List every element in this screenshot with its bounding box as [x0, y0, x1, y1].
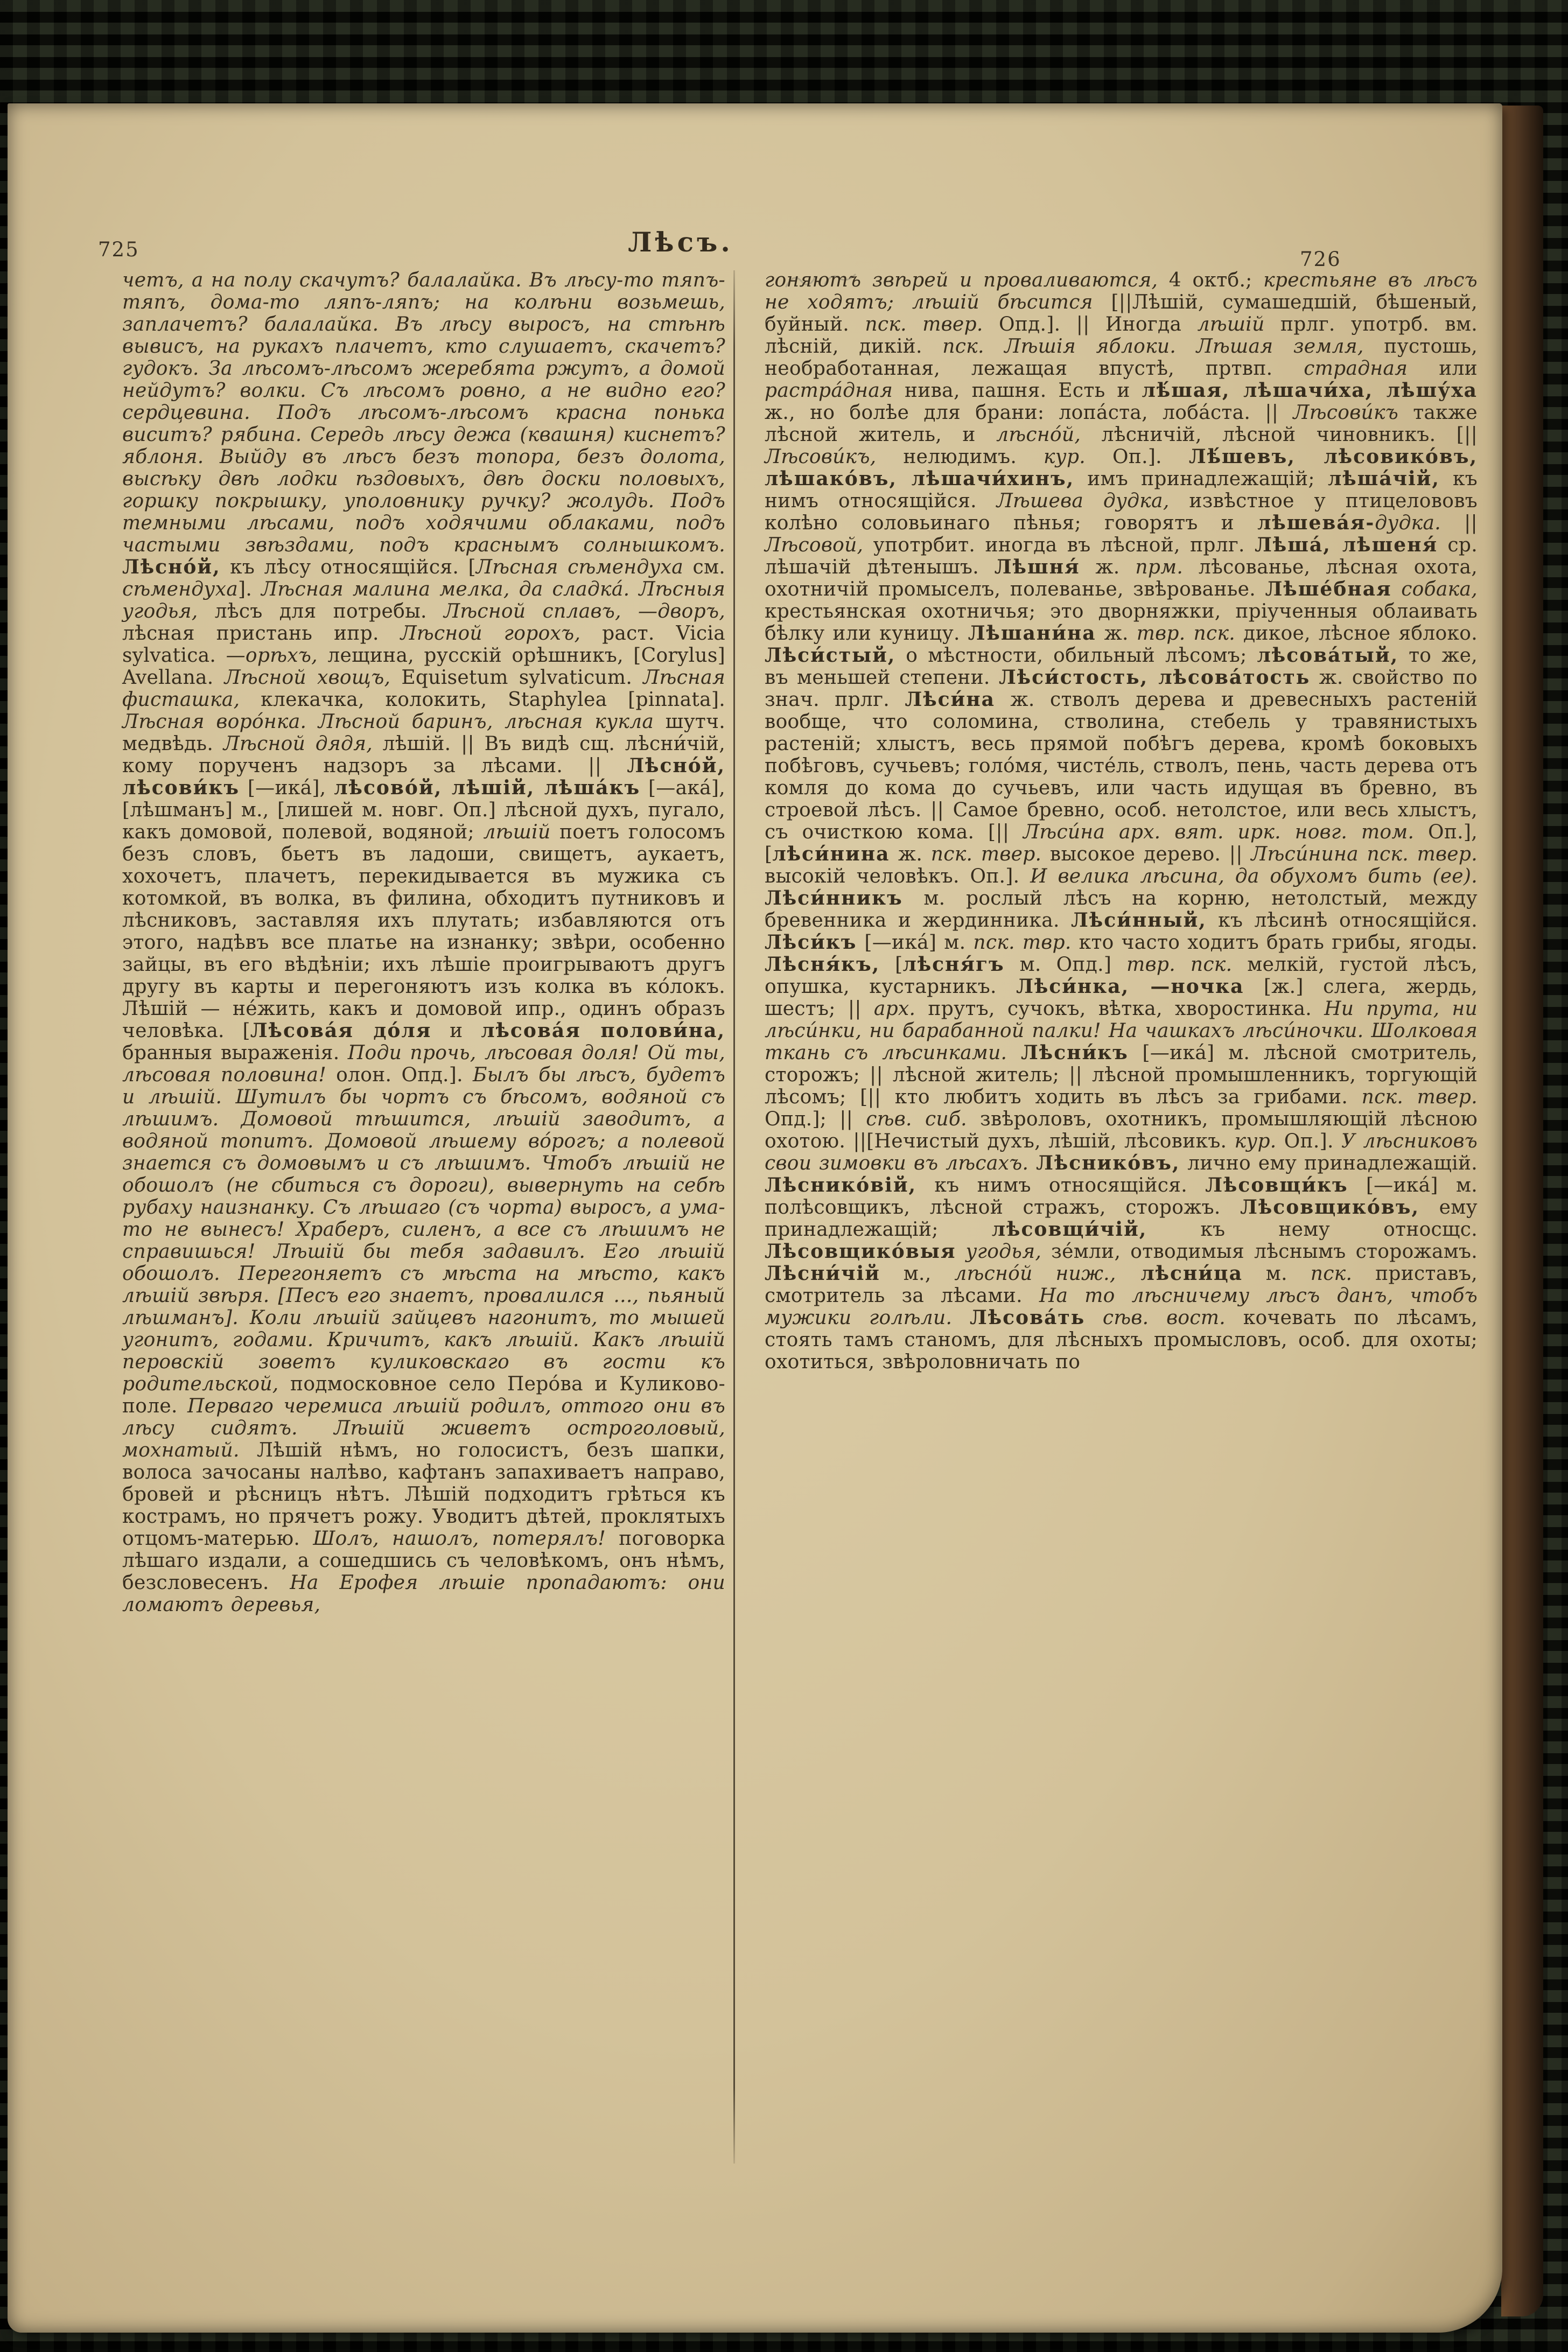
text-segment: пск. твр. [973, 932, 1072, 954]
text-segment: Лѣсня́къ, [765, 953, 880, 976]
text-segment: —орѣхъ, [226, 645, 318, 667]
text-segment: ж. стволъ дерева и древесныхъ растеній вообще, что соломина, стволина, стебель у травянистыхъ растеній; хлыстъ, весь прямой побѣгъ дерева, кромѣ боковыхъ побѣговъ, сучьевъ; голо́мя, чисте́ль, стволъ, пень, часть дерева отъ комля до кома до сучьевъ, или часть идущая въ бревно, въ строевой лѣсъ. || Самое бревно, особ. нетолстое, или весь хлыстъ, съ очисткою кома. [|| [765, 689, 1478, 843]
text-segment: [—ика́] м. полѣсовщикъ, лѣсной стражъ, сторожъ. [765, 1174, 1478, 1219]
text-segment: Лѣси́на арх. вят. ирк. новг. том. [1023, 821, 1415, 843]
text-segment: твр. пск. [1126, 954, 1233, 976]
text-segment: лѣ́шая, лѣшачи́ха, лѣшу́ха [1142, 379, 1478, 402]
text-segment: то же, въ меньшей степени. [765, 645, 1478, 689]
text-segment: кур. [1043, 446, 1086, 468]
text-segment: Лѣшня́ [994, 556, 1080, 578]
text-segment: У лѣсниковъ свои зимовки въ лѣсахъ. [765, 1130, 1478, 1174]
text-column-right [765, 269, 1478, 1373]
text-segment: лещина, русскій орѣшникъ, [Corylus] Avellana. [122, 645, 726, 689]
text-segment: Лѣсной горохъ, [400, 622, 581, 645]
text-segment: растра́дная [765, 380, 893, 402]
column-divider [733, 270, 735, 2164]
text-segment: лѣсованье, лѣсная охота, охотничій промыселъ, полеванье, звѣрованье. [765, 556, 1478, 600]
text-segment: Лѣсни́чій [765, 1262, 880, 1285]
text-segment: 4 октб.; [1158, 269, 1264, 291]
text-segment: Лѣсная малина мелка, да сладка́. Лѣсныя угодья, [122, 578, 725, 622]
text-segment: Лѣсовщи́къ [1205, 1174, 1348, 1196]
text-segment: и [431, 1020, 481, 1042]
text-segment: лѣшій [483, 821, 551, 843]
text-segment: пск. [1310, 1263, 1353, 1285]
text-segment: Лѣсни́къ [1021, 1041, 1129, 1064]
text-segment: На Ерофея лѣшіе пропадаютъ: они ломаютъ деревья, [122, 1572, 725, 1616]
text-segment: Былъ бы лѣсъ, будетъ и лѣшій. Шутилъ бы чортъ съ бѣсомъ, водяной съ лѣшимъ. Домовой тѣшится, лѣшій заводитъ, а водяной топитъ. Домовой лѣшему во́рогъ; а полевой знается съ домовымъ и съ лѣшимъ. Чтобъ лѣшій не обошолъ (не сбиться съ дороги), вывернуть на себѣ рубаху наизнанку. Съ лѣшаго (съ чорта) выросъ, а ума-то не вынесъ! Храберъ, силенъ, а все съ лѣшимъ не справишься! Лѣшій бы тебя задавилъ. Его лѣшій обошолъ. Перегоняетъ съ мѣста на мѣсто, какъ лѣшій звѣря. [Песъ его знаетъ, провалился ..., пьяный лѣшманъ]. Коли лѣшій зайцевъ нагонитъ, то мышей угонитъ, годами. Кричитъ, какъ лѣшій. Какъ лѣшій перовскій зоветъ куликовскаго въ гости къ родительской, [122, 1064, 725, 1395]
text-segment: [ [880, 954, 903, 976]
text-segment: Лѣ́шевъ, лѣсовико́въ, лѣшако́въ, лѣшачи́хинъ, [765, 445, 1478, 490]
text-segment: поетъ голосомъ безъ словъ, бьетъ въ ладоши, свищетъ, аукаетъ, хохочетъ, плачетъ, перекидывается въ мужика съ котомкой, въ волка, въ филина, обходитъ путниковъ и лѣсниковъ, заставляя ихъ плутать; избавляются отъ этого, надѣвъ все платье на изнанку; звѣри, особенно зайцы, въ его вѣдѣніи; ихъ лѣшіе проигрываютъ другъ другу въ карты и перегоняютъ изъ колка въ ко́локъ. Лѣшій — не́жить, какъ и домовой ипр., одинъ образъ человѣка. [ [122, 821, 726, 1042]
text-segment: м. рослый лѣсъ на корню, нетолстый, между бревенника и жердинника. [765, 887, 1478, 932]
text-segment: Лѣси́нина пск. твер. [1251, 843, 1478, 865]
text-segment: Лѣсова́ть [969, 1306, 1086, 1329]
text-segment: нелюдимъ. [876, 446, 1044, 468]
text-segment: къ лѣсинѣ относящійся. [1206, 909, 1478, 932]
text-segment: къ лѣсу относящійся. [ [220, 556, 476, 578]
text-segment: На то лѣсничему лѣсъ данъ, чтобъ мужики голѣли. [765, 1285, 1478, 1329]
text-segment: собака, [1391, 578, 1478, 600]
text-segment: Лѣсови́къ, [765, 446, 877, 468]
text-segment: имъ принадлежащій; [1074, 468, 1328, 490]
text-segment: [ж.] слега, жердь, шестъ; || [765, 976, 1478, 1020]
text-segment: Оп.]. [1086, 446, 1189, 468]
book-page-block-edge [1501, 106, 1543, 2316]
text-segment: клекачка, колокить, Staphylea [pinnata]. [240, 689, 725, 711]
text-segment: лѣсовщи́чій, [991, 1218, 1147, 1241]
text-segment: Лѣсовщико́выя [765, 1240, 956, 1263]
text-segment: ср. лѣшачій дѣтенышъ. [765, 534, 1478, 578]
page-number-left: 725 [98, 238, 139, 261]
text-segment: м., [880, 1263, 955, 1285]
text-segment: лѣсни́ца [1116, 1262, 1243, 1285]
text-segment: сѣмендуха [122, 578, 238, 600]
text-segment: Лѣсная сѣмендуха [475, 556, 684, 578]
text-segment: къ нему относщс. [1147, 1219, 1478, 1241]
text-segment: лѣсничій, лѣсной чиновникъ. [|| [1081, 424, 1478, 446]
text-segment: Лѣсови́къ [1293, 402, 1399, 424]
text-segment: Лѣсной сплавъ, —дворъ, [443, 600, 725, 622]
text-segment: высокій человѣкъ. Оп.]. [765, 865, 1031, 887]
text-segment: ]. [237, 578, 262, 600]
text-segment: употрбит. иногда въ лѣсной, прлг. [863, 534, 1255, 556]
text-segment: Лѣси́нка, —ночка [1016, 975, 1244, 998]
text-segment: лѣшева́я- [1257, 512, 1375, 534]
text-segment: лично ему принадлежащій. [1180, 1152, 1478, 1174]
text-segment: пустошь, необработанная, лежащая впустѣ, пртвп. [765, 335, 1478, 380]
text-segment: крестьянская охотничья; это дворняжки, пріученныя облаивать бѣлку или куницу. [765, 600, 1478, 645]
text-segment: бранныя выраженія. [122, 1042, 348, 1064]
text-segment: Лѣси́нный, [1071, 909, 1207, 932]
text-segment: Лѣснико́въ, [1036, 1152, 1180, 1174]
text-segment: Лѣсно́й, лѣсови́къ [122, 754, 725, 799]
text-segment: угодья, [956, 1241, 1042, 1263]
text-segment: Лѣси́къ [765, 931, 857, 954]
text-segment [952, 1307, 970, 1329]
text-segment: [—ика́] м. лѣсной смотритель, сторожъ; || лѣсной житель; || лѣсной промышленникъ, торгующій лѣсомъ; [|| кто любитъ ходить въ лѣсъ за грибами. [765, 1042, 1478, 1108]
text-segment: нива, пашня. Есть и [893, 380, 1142, 402]
text-segment: пск. твер. [930, 843, 1042, 865]
text-segment: лѣсова́тый, [1257, 644, 1399, 667]
text-segment: извѣстное у птицелововъ колѣно соловьинаго пѣнья; говорятъ и [765, 490, 1478, 534]
text-segment: [—ика́] м. [857, 932, 974, 954]
text-segment: И велика лѣсина, да обухомъ бить (ее). [1030, 865, 1478, 887]
text-segment: олон. Опд.]. [326, 1064, 473, 1086]
text-segment: о мѣстности, обильный лѣсомъ; [895, 645, 1257, 667]
text-segment: или [1408, 358, 1478, 380]
text-segment: звѣроловъ, охотникъ, промышляющій лѣсною охотою. ||[Нечистый духъ, лѣшій, лѣсовикъ. [765, 1108, 1478, 1152]
text-segment: Перваго черемиса лѣшій родилъ, оттого они въ лѣсу сидятъ. Лѣшій живетъ остроголовый, мохнатый. [122, 1395, 725, 1461]
text-segment: лѣсная пристань ипр. [122, 622, 401, 645]
text-segment: Лѣшій нѣмъ, но голосистъ, безъ шапки, волоса зачосаны налѣво, кафтанъ запахиваетъ направо, бровей и рѣсницъ нѣтъ. Лѣшій подходитъ грѣться къ кострамъ, но прячетъ рожу. Уводитъ дѣтей, проклятыхъ отцомъ-матерью. [122, 1439, 725, 1550]
dictionary-page [8, 103, 1502, 2333]
text-segment: Лѣшани́на [968, 622, 1096, 645]
text-segment: лѣсня́гъ [902, 953, 1005, 976]
text-segment: Оп.], [ [765, 821, 1478, 865]
text-segment: приставъ, смотритель за лѣсами. [765, 1263, 1478, 1307]
text-segment: м. [1242, 1263, 1311, 1285]
text-segment: || [1441, 512, 1478, 534]
text-segment: Ни прута, ни лѣси́нки, ни барабанной палки! На чашкахъ лѣси́ночки. Шолковая ткань съ лѣсинками. [765, 998, 1478, 1064]
text-segment: подмосковное село Перо́ва и Куликово-поле. [122, 1373, 725, 1417]
text-segment: Лѣсова́я до́ля [250, 1019, 432, 1042]
text-segment: Лѣсно́й, [122, 556, 221, 578]
text-segment: Лѣси́на [905, 688, 995, 711]
text-segment: сѣв. сиб. [866, 1108, 967, 1130]
text-segment: арх. [873, 998, 916, 1020]
text-segment: пск. твер. [865, 313, 983, 335]
text-segment: къ нимъ относящійся. [765, 468, 1478, 512]
text-segment: Шолъ, нашолъ, потерялъ! [313, 1528, 606, 1550]
page-title: Лѣсъ. [628, 226, 733, 258]
text-segment: ж. [1096, 622, 1137, 645]
text-segment [1085, 1307, 1103, 1329]
text-segment: Equisetum sylvaticum. [390, 667, 643, 689]
text-segment: Лѣсной дядя, [223, 733, 373, 755]
text-segment: кочевать по лѣсамъ, стоять тамъ станомъ, для лѣсныхъ промысловъ, особ. для охоты; охотиться, звѣроловничать по [765, 1307, 1478, 1373]
text-segment: ж., но болѣе для брани: лопа́ста, лоба́ста. || [765, 402, 1293, 424]
text-segment: лѣшій. || Въ видѣ сщ. лѣсни́чій, кому порученъ надзоръ за лѣсами. || [122, 733, 725, 777]
text-segment: Лѣше́бная [1265, 578, 1392, 600]
text-segment: Опд.]; || [765, 1108, 866, 1130]
text-segment: Лѣси́нникъ [765, 887, 903, 909]
page-number-right: 726 [1300, 248, 1341, 271]
text-segment: [||Лѣшій, сумашедшій, бѣшеный, буйный. [765, 291, 1478, 335]
text-segment: лѣсно́й, [996, 424, 1081, 446]
text-segment: четъ, а на полу скачутъ? балалайка. Въ лѣсу-то тяпъ-тяпъ, дома-то ляпъ-ляпъ; на колѣни возьмешь, заплачетъ? балалайка. Въ лѣсу выросъ, на стѣнѣ вывисъ, на рукахъ плачетъ, кто слушаетъ, скачетъ? гудокъ. За лѣсомъ-лѣсомъ жеребята ржутъ, а домой нейдутъ? волки. Съ лѣсомъ ровно, а не видно его? сердцевина. Подъ лѣсомъ-лѣсомъ красна понька виситъ? рябина. Середь лѣсу дежа (квашня) киснетъ? яблоня. Выйду въ лѣсъ безъ топора, безъ долота, высѣку двѣ лодки ѣздовыхъ, двѣ доски половыхъ, горшку покрышку, уполовнику ручку? жолудь. Подъ темными лѣсами, подъ ходячими облаками, подъ частыми звѣздами, подъ краснымъ солнышкомъ. [122, 269, 725, 556]
text-segment: м. Опд.] [1004, 954, 1127, 976]
text-segment: также лѣсной житель, и [765, 402, 1478, 446]
text-segment: шутч. медвѣдь. [122, 711, 725, 755]
text-segment: Лѣси́стость, лѣсова́тость [998, 666, 1311, 689]
text-segment: сѣв. вост. [1102, 1307, 1226, 1329]
text-segment: гоняютъ звѣрей и проваливаются, [765, 269, 1158, 291]
text-segment: [—ика́], [239, 777, 334, 799]
text-segment: Оп.]. [1276, 1130, 1341, 1152]
text-segment: Поди прочь, лѣсовая доля! Ой ты, лѣсовая половина! [122, 1042, 725, 1086]
text-segment: прутъ, сучокъ, вѣтка, хворостинка. [915, 998, 1325, 1020]
text-segment: высокое дерево. || [1041, 843, 1251, 865]
text-segment [1028, 1152, 1036, 1174]
text-segment: зе́мли, отводимыя лѣснымъ сторожамъ. [1041, 1241, 1478, 1263]
text-segment: лѣси́нина [772, 843, 890, 865]
text-segment: кур. [1234, 1130, 1277, 1152]
text-segment: Лѣсная воро́нка. Лѣсной баринъ, лѣсная кукла [122, 711, 654, 733]
text-segment: пск. твер. [1361, 1086, 1478, 1108]
text-segment: [—ака́], [лѣшманъ] м., [лишей м. новг. Оп.] лѣсной духъ, пугало, какъ домовой, полевой, водяной; [122, 777, 726, 843]
text-segment: Лѣша́, лѣшеня́ [1255, 534, 1438, 556]
text-segment [1007, 1042, 1021, 1064]
text-segment: дудка. [1375, 512, 1441, 534]
text-segment: крестьяне въ лѣсъ не ходятъ; лѣшій бѣсится [765, 269, 1478, 313]
text-segment: лѣша́чій, [1327, 467, 1440, 490]
text-segment: кто часто ходитъ брать грибы, ягоды. [1071, 932, 1478, 954]
text-segment: прлг. употрб. вм. лѣсній, дикій. [765, 313, 1478, 358]
text-segment: Лѣшева дудка, [996, 490, 1170, 512]
text-segment: мелкій, густой лѣсъ, опушка, кустарникъ. [765, 954, 1478, 998]
text-segment: пск. Лѣшія яблоки. Лѣшая земля, [942, 335, 1364, 358]
text-segment: лѣсно́й ниж., [954, 1263, 1116, 1285]
text-segment: ему принадлежащій; [765, 1196, 1478, 1241]
text-segment: раст. Vicia sylvatica. [122, 622, 725, 667]
text-segment: лѣсово́й, лѣшій, лѣша́къ [334, 776, 641, 799]
text-segment: къ нимъ относящійся. [916, 1174, 1206, 1196]
text-segment: ж. [890, 843, 931, 865]
text-segment: Лѣснико́вій, [765, 1174, 917, 1196]
text-segment: Лѣсной хвощъ, [224, 667, 391, 689]
text-column-left [122, 269, 725, 1616]
text-segment: дикое, лѣсное яблоко. [1235, 622, 1478, 645]
text-segment: ж. [1080, 556, 1136, 578]
text-segment: лѣшій [1197, 313, 1265, 335]
text-segment: Лѣсная фисташка, [122, 667, 725, 711]
text-segment: твр. пск. [1136, 622, 1235, 645]
text-segment: прм. [1135, 556, 1184, 578]
text-segment: см. [683, 556, 725, 578]
text-segment: Лѣсовой, [765, 534, 864, 556]
text-segment: лѣсова́я полови́на, [481, 1019, 725, 1042]
text-segment: Лѣси́стый, [765, 644, 896, 667]
text-segment: поговорка лѣшаго издали, а сошедшись съ человѣкомъ, онъ нѣмъ, безсловесенъ. [122, 1528, 726, 1594]
text-segment: Опд.]. || Иногда [983, 313, 1198, 335]
text-segment: страдная [1304, 358, 1408, 380]
text-segment: Лѣсовщико́въ, [1240, 1196, 1420, 1219]
text-segment: ж. свойство по знач. прлг. [765, 667, 1478, 711]
text-segment: лѣсъ для потребы. [198, 600, 444, 622]
